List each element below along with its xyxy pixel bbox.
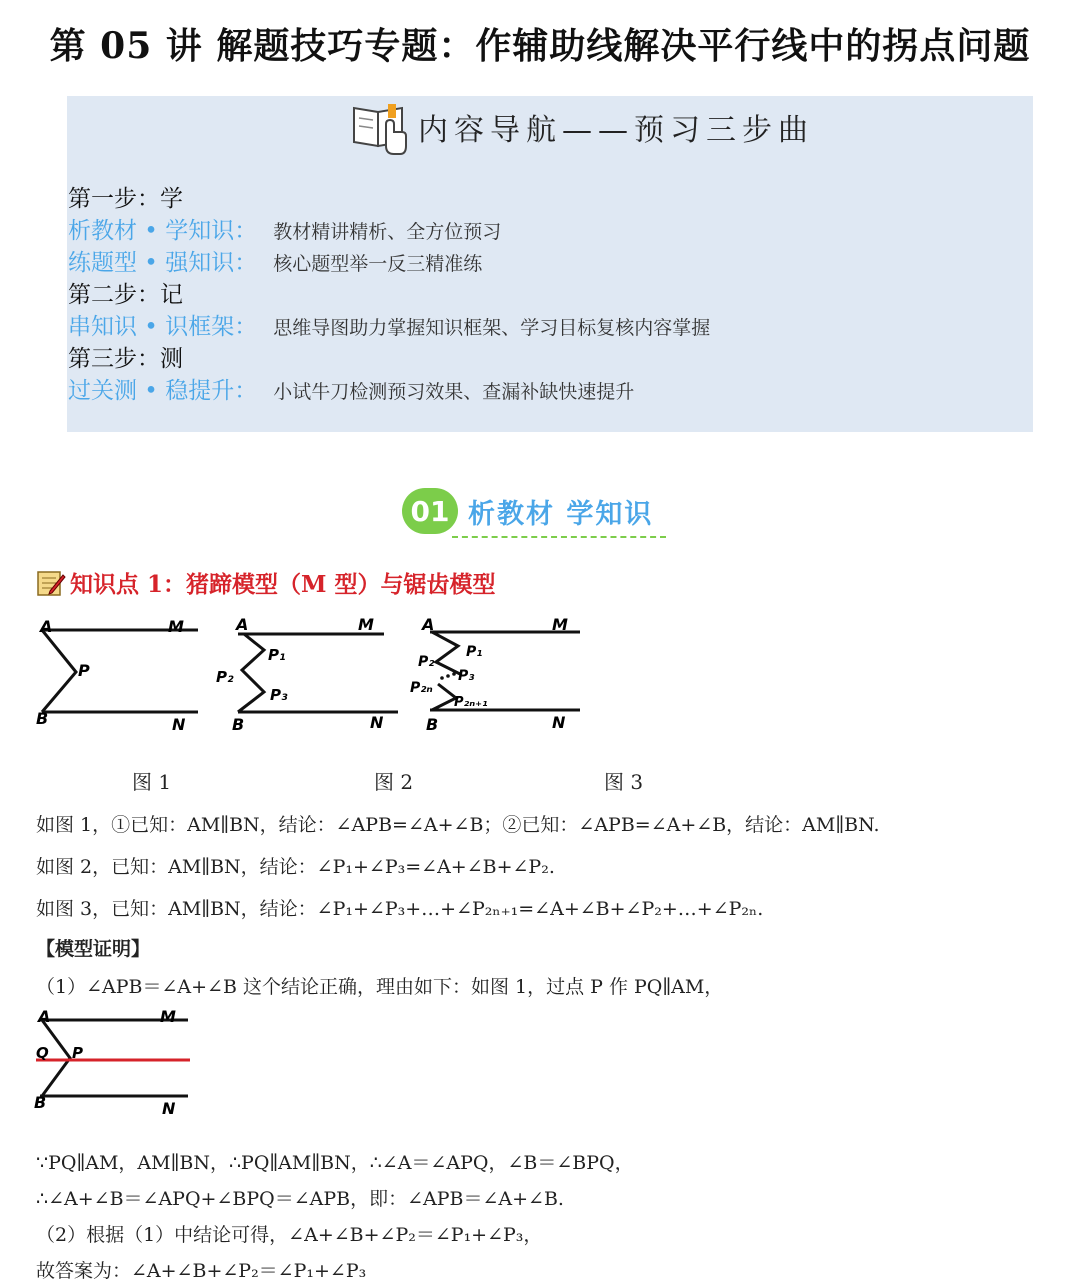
label-P2: P₂	[418, 654, 435, 670]
proof-line-1: （1）∠APB＝∠A+∠B 这个结论正确，理由如下：如图 1，过点 P 作 PQ∥AM，	[36, 976, 724, 998]
proof-line-2: ∵PQ∥AM，AM∥BN，∴PQ∥AM∥BN，∴∠A＝∠APQ，∠B＝∠BPQ，	[36, 1152, 634, 1174]
label-P1: P₁	[268, 646, 286, 664]
figure-1-caption: 图 1	[132, 770, 172, 794]
label-A: A	[236, 615, 249, 634]
proof-line-4: （2）根据（1）中结论可得，∠A+∠B+∠P₂＝∠P₁+∠P₃，	[36, 1224, 543, 1246]
label-N: N	[172, 715, 186, 734]
nav-item-label: 练题型 • 强知识：	[68, 250, 258, 276]
conclusion-figure-1: 如图 1，①已知：AM∥BN，结论：∠APB=∠A+∠B；②已知：∠APB=∠A+∠B，结论：AM∥BN.	[36, 814, 880, 836]
label-N: N	[162, 1099, 176, 1118]
label-M: M	[160, 1007, 176, 1026]
label-B: B	[36, 709, 49, 728]
section-header	[402, 488, 653, 534]
nav-item-4	[68, 372, 634, 405]
label-P2n1: P₂ₙ₊₁	[454, 695, 488, 710]
proof-line-5: 故答案为：∠A+∠B+∠P₂＝∠P₁+∠P₃	[36, 1260, 367, 1282]
figure-3-diagram	[408, 612, 588, 736]
label-N: N	[552, 713, 566, 732]
book-pointer-icon	[350, 96, 412, 158]
conclusion-figure-2: 如图 2，已知：AM∥BN，结论：∠P₁+∠P₃=∠A+∠B+∠P₂.	[36, 856, 555, 878]
proof-heading: 【模型证明】	[36, 938, 151, 960]
label-P: P	[78, 661, 90, 680]
nav-item-desc: 思维导图助力掌握知识框架、学习目标复核内容掌握	[273, 317, 711, 339]
nav-item-3	[68, 308, 710, 341]
label-B: B	[232, 715, 245, 734]
nav-step-2: 第二步：记	[68, 282, 183, 308]
label-M: M	[358, 615, 374, 634]
label-M: M	[168, 617, 184, 636]
label-P3: P₃	[458, 668, 475, 684]
nav-step-3: 第三步：测	[68, 346, 183, 372]
label-P3: P₃	[270, 686, 288, 704]
page-title: 第 05 讲 解题技巧专题：作辅助线解决平行线中的拐点问题	[49, 25, 1031, 67]
nav-item-label: 过关测 • 稳提升：	[68, 378, 258, 404]
knowledge-point-header	[36, 566, 495, 599]
figure-2-diagram	[214, 612, 404, 736]
nav-header	[350, 96, 814, 158]
proof-figure-diagram	[32, 1006, 196, 1120]
label-P2: P₂	[216, 668, 234, 686]
proof-line-3: ∴∠A+∠B＝∠APQ+∠BPQ＝∠APB，即：∠APB＝∠A+∠B.	[36, 1188, 564, 1210]
conclusion-figure-3: 如图 3，已知：AM∥BN，结论：∠P₁+∠P₃+…+∠P₂ₙ₊₁=∠A+∠B+∠P₂+…+∠P₂ₙ.	[36, 898, 764, 920]
label-P: P	[72, 1044, 83, 1062]
figure-3-caption: 图 3	[604, 770, 644, 794]
label-A: A	[422, 615, 435, 634]
label-P2n: P₂ₙ	[410, 680, 433, 696]
section-title: 析教材 学知识	[468, 498, 654, 530]
label-A: A	[40, 617, 53, 636]
notebook-pencil-icon	[36, 569, 66, 597]
section-number-badge: 01	[402, 488, 458, 534]
label-B: B	[426, 715, 439, 734]
nav-item-label: 析教材 • 学知识：	[68, 218, 258, 244]
figure-2-caption: 图 2	[374, 770, 414, 794]
label-A: A	[38, 1007, 51, 1026]
nav-step-1: 第一步：学	[68, 186, 183, 212]
label-M: M	[552, 615, 568, 634]
label-Q: Q	[36, 1044, 49, 1062]
label-P1: P₁	[466, 644, 483, 660]
nav-item-desc: 核心题型举一反三精准练	[273, 253, 483, 275]
nav-item-desc: 教材精讲精析、全方位预习	[273, 221, 502, 243]
nav-item-2	[68, 244, 482, 277]
nav-item-1	[68, 212, 501, 245]
figure-1-diagram	[34, 612, 204, 736]
nav-title: 内容导航——预习三步曲	[418, 113, 814, 148]
nav-item-label: 串知识 • 识框架：	[68, 314, 258, 340]
section-underline	[452, 536, 666, 538]
nav-item-desc: 小试牛刀检测预习效果、查漏补缺快速提升	[273, 381, 635, 403]
knowledge-point-title: 知识点 1：猪蹄模型（M 型）与锯齿模型	[70, 571, 496, 598]
label-N: N	[370, 713, 384, 732]
label-B: B	[34, 1093, 47, 1112]
